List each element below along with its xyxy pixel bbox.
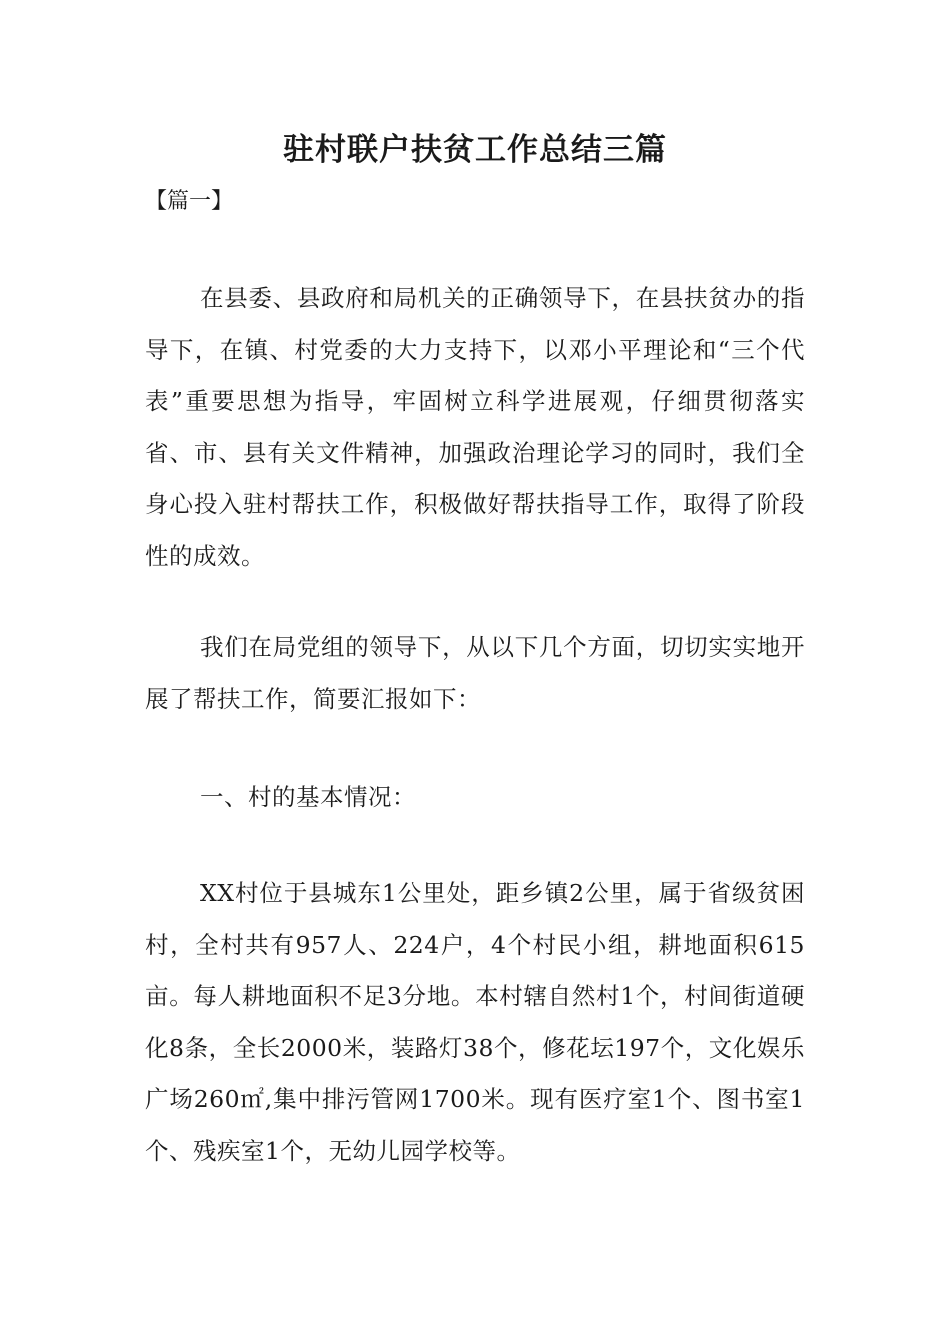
section-label: 【篇一】 <box>145 189 234 214</box>
body-paragraph: 我们在局党组的领导下，从以下几个方面，切切实实地开展了帮扶工作，简要汇报如下： <box>145 633 805 713</box>
document-title: 驻村联户扶贫工作总结三篇 <box>283 132 667 168</box>
section-heading: 一、村的基本情况： <box>200 783 416 811</box>
body-paragraph: XX村位于县城东1公里处，距乡镇2公里，属于省级贫困村，全村共有957人、224户，4个村民小组，耕地面积615亩。每人耕地面积不足3分地。本村辖自然村1个，村间街道硬化8条，全长2000米，装路灯38个，修花坛197个，文化娱乐广场260㎡,集中排污管网1700米。现有医疗室1个、图书室1个、残疾室1个，无幼儿园学校等。 <box>145 879 805 1165</box>
body-paragraph: 在县委、县政府和局机关的正确领导下，在县扶贫办的指导下，在镇、村党委的大力支持下，以邓小平理论和“三个代表”重要思想为指导，牢固树立科学进展观，仔细贯彻落实省、市、县有关文件精神，加强政治理论学习的同时，我们全身心投入驻村帮扶工作，积极做好帮扶指导工作，取得了阶段性的成效。 <box>145 284 805 570</box>
